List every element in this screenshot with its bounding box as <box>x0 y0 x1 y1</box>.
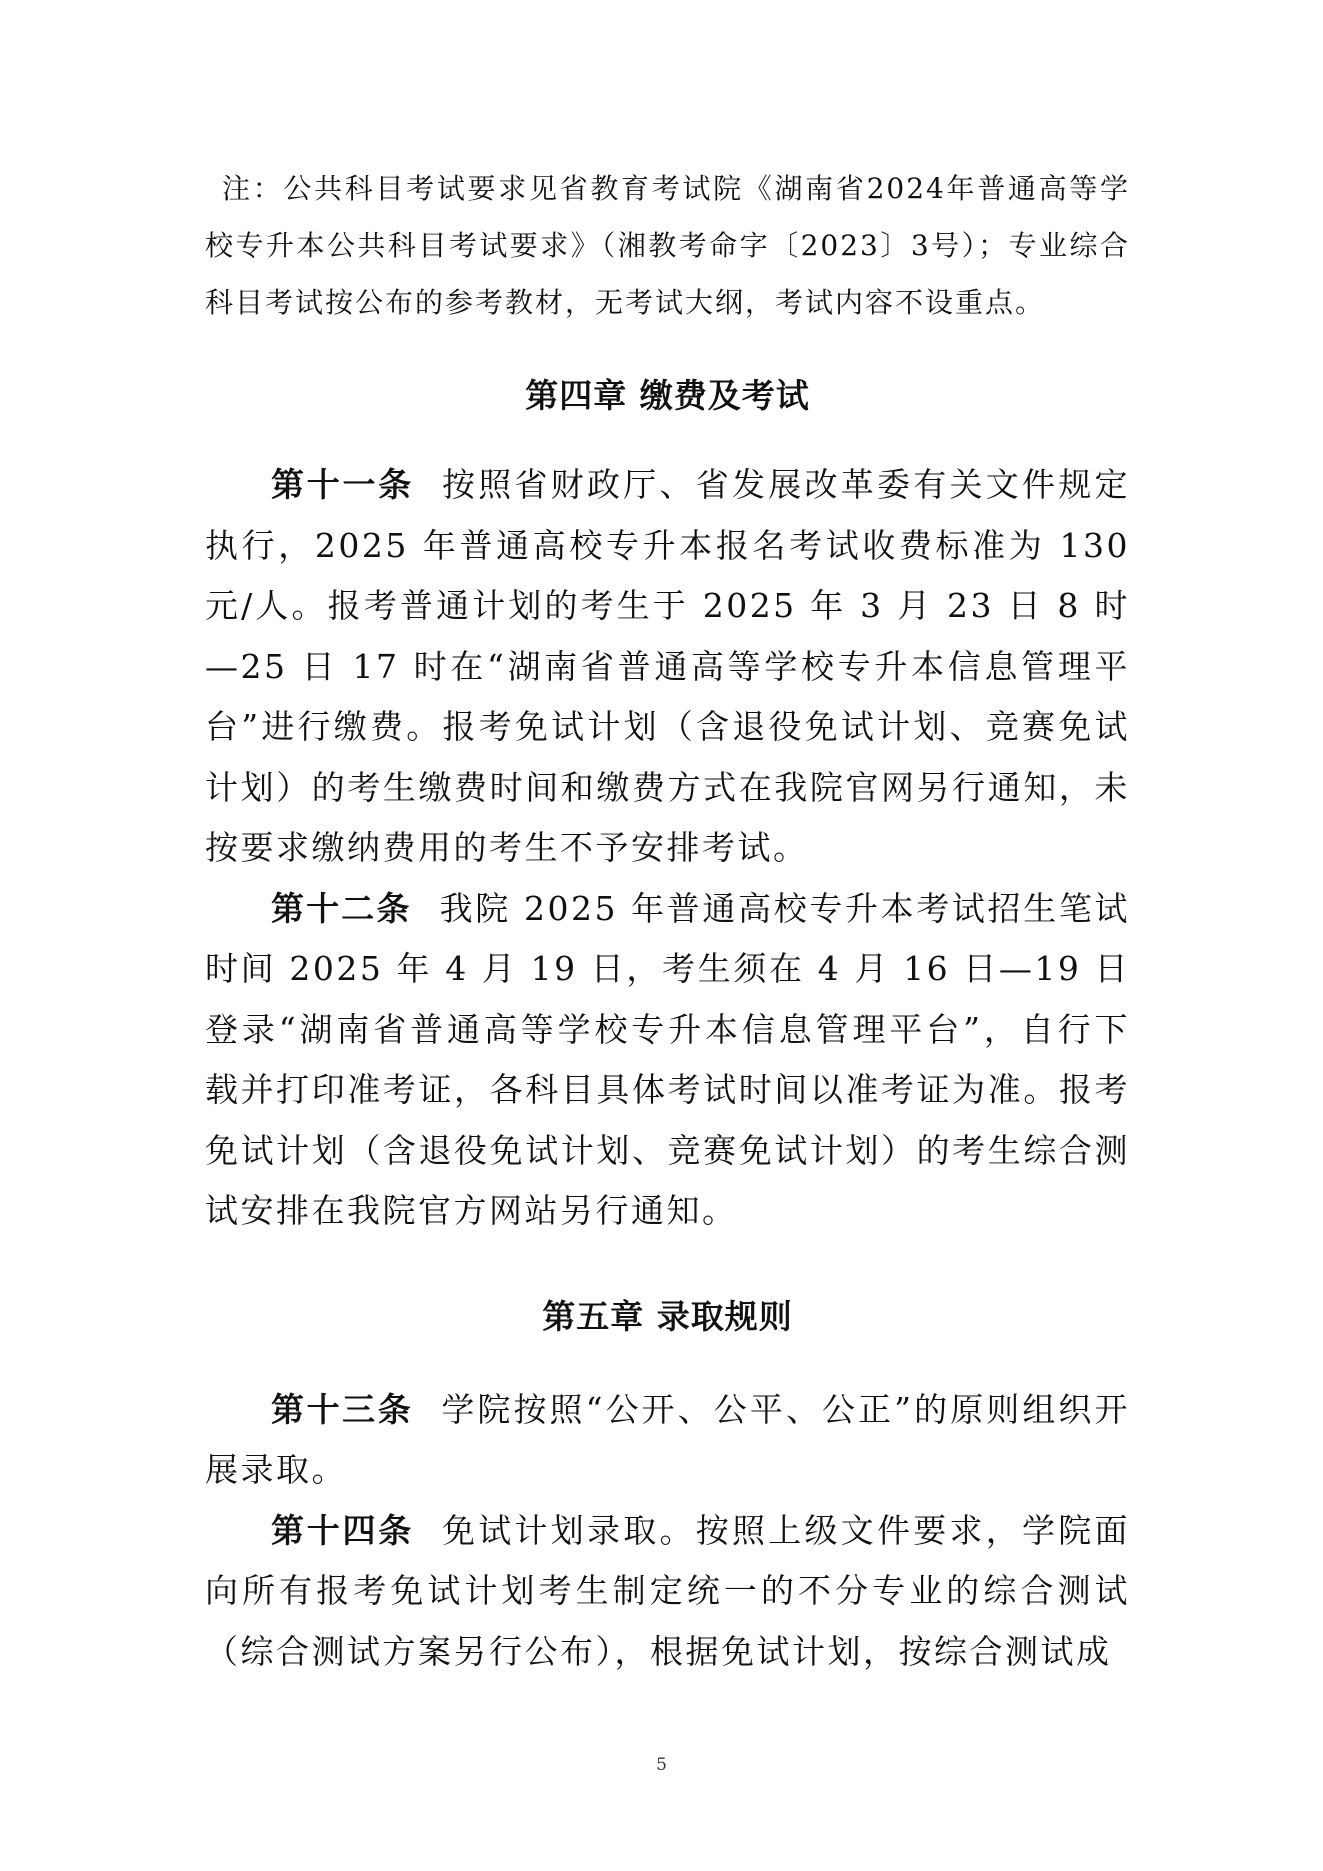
page-content <box>205 160 1130 1682</box>
article-11-text: 按照省财政厅、省发展改革委有关文件规定执行，2025 年普通高校专升本报名考试收费标准为 130 元/人。报考普通计划的考生于 2025 年 3 月 23 日 8 时—25 日 17 时在“湖南省普通高等学校专升本信息管理平台”进行缴费。报考免试计划（含退役免试计划、竞赛免试计划）的考生缴费时间和缴费方式在我院官网另行通知，未按要求缴纳费用的考生不予安排考试。 <box>205 465 1130 867</box>
article-14 <box>205 1501 1130 1683</box>
chapter-5-heading: 第五章 录取规则 <box>542 1296 793 1336</box>
article-12 <box>205 879 1130 1242</box>
article-13 <box>205 1380 1130 1501</box>
article-14-label: 第十四条 <box>271 1510 414 1550</box>
page-number: 5 <box>656 1755 667 1775</box>
article-11-label: 第十一条 <box>271 465 414 504</box>
chapter-4-heading: 第四章 缴费及考试 <box>525 376 810 415</box>
article-11 <box>205 455 1130 879</box>
article-12-text: 我院 2025 年普通高校专升本考试招生笔试时间 2025 年 4 月 19 日，考生须在 4 月 16 日—19 日登录“湖南省普通高等学校专升本信息管理平台”，自行下载并打印准考证，各科目具体考试时间以准考证为准。报考免试计划（含退役免试计划、竞赛免试计划）的考生综合测试安排在我院官方网站另行通知。 <box>205 888 1130 1230</box>
article-14-text: 免试计划录取。按照上级文件要求，学院面向所有报考免试计划考生制定统一的不分专业的综合测试（综合测试方案另行公布），根据免试计划，按综合测试成 <box>205 1510 1130 1671</box>
article-13-text: 学院按照“公开、公平、公正”的原则组织开展录取。 <box>205 1389 1130 1489</box>
article-13-label: 第十三条 <box>271 1389 414 1429</box>
exam-requirements-note: 注：公共科目考试要求见省教育考试院《湖南省2024年普通高等学校专升本公共科目考试要求》（湘教考命字〔2023〕3号）；专业综合科目考试按公布的参考教材，无考试大纲，考试内容不设重点。 <box>205 172 1130 319</box>
article-12-label: 第十二条 <box>271 888 412 928</box>
